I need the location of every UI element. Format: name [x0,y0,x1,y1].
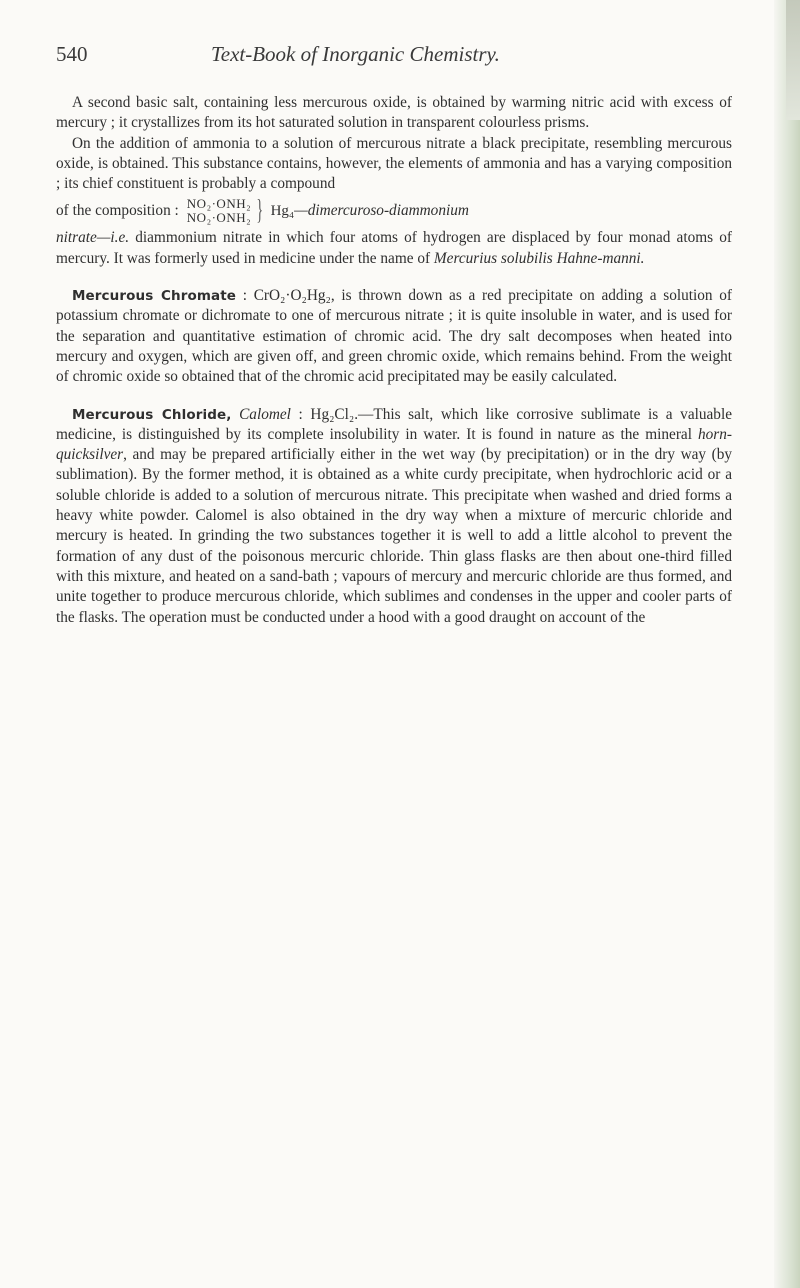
page-edge-shadow [774,0,800,1288]
formula-mercury: Hg₄ [270,203,295,220]
formula-compound-name: —dimercuroso-diammonium [294,202,469,220]
book-title: Text-Book of Inorganic Chemistry. [211,42,500,66]
running-head [56,42,736,76]
nitrate-italic: nitrate—i.e. [56,229,130,247]
formula-lead-text: of the composition : [56,202,179,220]
paragraph-nitrate [56,228,732,269]
page-edge-shading [786,0,800,120]
paragraph-ammonia: On the addition of ammonia to a solution of mercurous nitrate a black precipitate, resembling mercurous oxide, is obtained. This substance contains, however, the elements of ammonia and has a varying composition ; its chief constituent is probably a compound [56,134,732,193]
chloride-formula: : Hg₂Cl₂. [290,405,359,423]
composition-formula [56,192,732,230]
section-mercurous-chromate [56,286,732,387]
chloride-body-part2: , and may be prepared artificially either in the wet way (by precipitation) or in the dry way (by sublimation). By the former method, it is obtained as a white curdy precipitate, when hydrochloric acid or a soluble chloride is added to a solution of mercurous nitrate. This precipitate when washed and dried forms a heavy white powder. Calomel is also obtained in the dry way when a mixture of mercuric chloride and mercury is heated. In grinding the two substances together it is well to add a little alcohol to prevent the formation of any dust of the poisonous mercuric chloride. Thin glass flasks are then about one-third filled with this mixture, and heated on a sand-bath ; vapours of mercury and mercuric chloride are thus formed, and unite together to produce mercurous chloride, which sublimes and condenses in the upper and cooler parts of the flasks. The operation must be conducted under a hood with a good draught on account of the [56,446,732,626]
formula-bottom-line: NO₂·ONH₂ [186,210,252,226]
chromate-formula: : CrO₂·O₂Hg₂, [236,287,335,305]
calomel-name: Calomel [239,405,291,423]
mercurius-solubilis: Mercurius solubilis Hahne-manni. [433,249,645,267]
horn-quicksilver: horn-quicksilver [56,425,732,464]
formula-stack [187,197,251,225]
body-text [56,93,732,628]
paragraph-basic-salt: A second basic salt, containing less mercurous oxide, is obtained by warming nitric acid with excess of mercury ; it crystallizes from its hot saturated solution in transparent colourless prisms. [56,94,732,132]
nitrate-text: diammonium nitrate in which four atoms of hydrogen are displaced by four monad atoms of mercury. It was formerly used in medicine under the name of [56,229,732,267]
page-number: 540 [56,42,88,66]
chloride-heading: Mercurous Chloride, [72,406,232,423]
chromate-heading: Mercurous Chromate [72,288,237,305]
formula-top-line: NO₂·ONH₂ [186,196,252,212]
chromate-body: is thrown down as a red precipitate on adding a solution of potassium chromate or dichromate to one of mercurous nitrate ; it is quite insoluble in water, and is used for the separation and quantitative estimation of chromic acid. The dry salt decomposes when heated into mercury and oxygen, which are given off, and green chromic oxide, which remains behind. From the weight of chromic oxide so obtained that of the chromic acid precipitated may be easily calculated. [56,287,732,386]
section-mercurous-chloride [56,405,732,628]
formula-brace: } [256,195,264,227]
chloride-body-part1: —This salt, which like corrosive sublimate is a valuable medicine, is distinguished by its complete insolubility in water. It is found in nature as the mineral [56,405,732,443]
